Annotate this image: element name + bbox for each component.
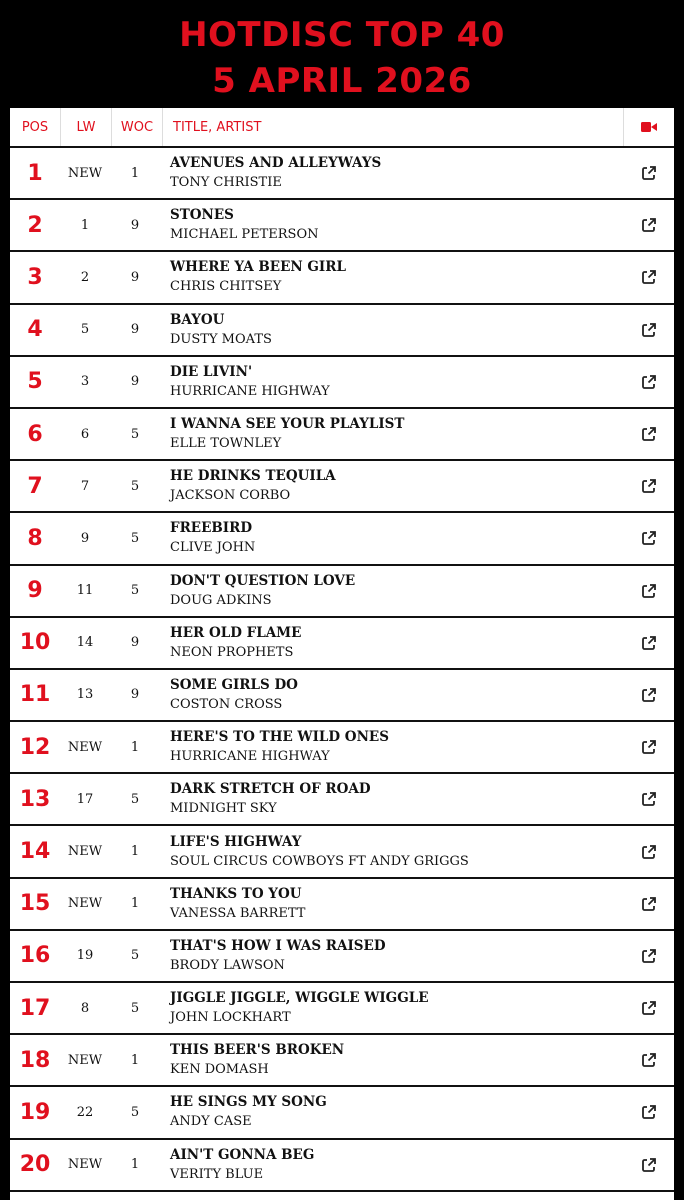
external-link-icon[interactable]: [624, 844, 674, 860]
title-artist-cell: [160, 311, 624, 349]
title-artist-cell: [160, 363, 624, 401]
artist-name: COSTON CROSS: [170, 696, 283, 712]
weeks-on-chart: 5: [130, 791, 140, 807]
position: 14: [19, 839, 51, 865]
last-week: 19: [76, 948, 94, 964]
chart-row: [10, 513, 674, 565]
last-week: 3: [80, 374, 90, 390]
external-link-icon[interactable]: [624, 165, 674, 181]
weeks-on-chart: 1: [130, 1157, 140, 1173]
title-artist-cell: [160, 989, 624, 1027]
title-artist-cell: [160, 154, 624, 192]
artist-name: TONY CHRISTIE: [170, 175, 282, 191]
external-link-icon[interactable]: [624, 896, 674, 912]
last-week: 1: [80, 217, 90, 233]
column-woc: WOC: [112, 108, 163, 146]
last-week: 17: [76, 791, 94, 807]
external-link-icon[interactable]: [624, 1052, 674, 1068]
weeks-on-chart: 1: [130, 165, 140, 181]
chart-row: [10, 357, 674, 409]
title-artist-cell: [160, 676, 624, 714]
song-title: DON'T QUESTION LOVE: [170, 572, 356, 589]
position: 10: [19, 630, 51, 656]
chart-row: [10, 670, 674, 722]
song-title: STONES: [170, 207, 234, 224]
weeks-on-chart: 5: [130, 948, 140, 964]
title-artist-cell: [160, 833, 624, 871]
song-title: SOME GIRLS DO: [170, 676, 298, 693]
title-artist-cell: [160, 206, 624, 244]
title-artist-cell: [160, 937, 624, 975]
chart-row: [10, 461, 674, 513]
chart-row: [10, 200, 674, 252]
position: 1: [27, 160, 43, 186]
column-pos: POS: [10, 108, 61, 146]
artist-name: HURRICANE HIGHWAY: [170, 383, 330, 399]
weeks-on-chart: 9: [130, 269, 140, 285]
weeks-on-chart: 1: [130, 844, 140, 860]
artist-name: SOUL CIRCUS COWBOYS FT ANDY GRIGGS: [170, 853, 469, 869]
title-artist-cell: [160, 1146, 624, 1184]
last-week: 14: [76, 635, 94, 651]
external-link-icon[interactable]: [624, 948, 674, 964]
artist-name: VERITY BLUE: [170, 1166, 264, 1182]
last-week: 2: [80, 269, 90, 285]
last-week: NEW: [67, 739, 103, 755]
position: 15: [19, 891, 51, 917]
chart-row: [10, 409, 674, 461]
weeks-on-chart: 1: [130, 896, 140, 912]
song-title: JIGGLE JIGGLE, WIGGLE WIGGLE: [170, 990, 429, 1007]
title-artist-cell: [160, 1041, 624, 1079]
title-artist-cell: [160, 258, 624, 296]
chart-row: [10, 722, 674, 774]
last-week: 22: [76, 1104, 94, 1120]
chart-row: [10, 305, 674, 357]
position: 20: [19, 1152, 51, 1178]
weeks-on-chart: 1: [130, 739, 140, 755]
position: 8: [27, 525, 43, 551]
external-link-icon[interactable]: [624, 269, 674, 285]
title-artist-cell: [160, 415, 624, 453]
external-link-icon[interactable]: [624, 322, 674, 338]
song-title: LIFE'S HIGHWAY: [170, 833, 302, 850]
external-link-icon[interactable]: [624, 687, 674, 703]
last-week: 11: [76, 583, 94, 599]
chart-row: [10, 774, 674, 826]
chart-row: [10, 148, 674, 200]
chart-row: [10, 879, 674, 931]
external-link-icon[interactable]: [624, 739, 674, 755]
last-week: 6: [80, 426, 90, 442]
artist-name: JOHN LOCKHART: [170, 1010, 291, 1026]
title-artist-cell: [160, 780, 624, 818]
chart-row: [10, 252, 674, 304]
position: 9: [27, 578, 43, 604]
artist-name: HURRICANE HIGHWAY: [170, 749, 330, 765]
position: 2: [27, 212, 43, 238]
external-link-icon[interactable]: [624, 1157, 674, 1173]
weeks-on-chart: 5: [130, 1000, 140, 1016]
external-link-icon[interactable]: [624, 530, 674, 546]
song-title: AIN'T GONNA BEG: [170, 1146, 315, 1163]
last-week: 5: [80, 322, 90, 338]
artist-name: BRODY LAWSON: [170, 957, 285, 973]
artist-name: ELLE TOWNLEY: [170, 436, 282, 452]
position: 16: [19, 943, 51, 969]
title-artist-cell: [160, 624, 624, 662]
weeks-on-chart: 1: [130, 1052, 140, 1068]
chart-title: HOTDISC TOP 40: [179, 15, 505, 55]
weeks-on-chart: 5: [130, 530, 140, 546]
artist-name: MICHAEL PETERSON: [170, 227, 319, 243]
column-title-artist: TITLE, ARTIST: [163, 108, 624, 146]
external-link-icon[interactable]: [624, 374, 674, 390]
chart-row: [10, 826, 674, 878]
weeks-on-chart: 9: [130, 374, 140, 390]
artist-name: KEN DOMASH: [170, 1062, 269, 1078]
song-title: HE DRINKS TEQUILA: [170, 468, 336, 485]
weeks-on-chart: 5: [130, 1104, 140, 1120]
last-week: NEW: [67, 165, 103, 181]
last-week: 13: [76, 687, 94, 703]
position: 13: [19, 786, 51, 812]
title-artist-cell: [160, 728, 624, 766]
song-title: AVENUES AND ALLEYWAYS: [170, 155, 382, 172]
artist-name: DOUG ADKINS: [170, 592, 272, 608]
external-link-icon[interactable]: [624, 478, 674, 494]
position: 17: [19, 995, 51, 1021]
last-week: 7: [80, 478, 90, 494]
title-artist-cell: [160, 467, 624, 505]
position: 18: [19, 1047, 51, 1073]
artist-name: ANDY CASE: [170, 1114, 252, 1130]
weeks-on-chart: 9: [130, 217, 140, 233]
weeks-on-chart: 5: [130, 478, 140, 494]
position: 4: [27, 317, 43, 343]
title-artist-cell: [160, 885, 624, 923]
chart-row: [10, 931, 674, 983]
artist-name: NEON PROPHETS: [170, 644, 294, 660]
external-link-icon[interactable]: [624, 1000, 674, 1016]
position: 5: [27, 369, 43, 395]
column-header-row: [10, 108, 674, 148]
external-link-icon[interactable]: [624, 217, 674, 233]
song-title: THAT'S HOW I WAS RAISED: [170, 937, 386, 954]
artist-name: CHRIS CHITSEY: [170, 279, 282, 295]
chart-row: [10, 983, 674, 1035]
chart-row: [10, 1035, 674, 1087]
title-artist-cell: [160, 572, 624, 610]
song-title: HE SINGS MY SONG: [170, 1094, 327, 1111]
artist-name: MIDNIGHT SKY: [170, 801, 277, 817]
song-title: DIE LIVIN': [170, 363, 253, 380]
song-title: BAYOU: [170, 311, 225, 328]
chart-rows: [10, 148, 674, 1192]
video-camera-icon: [624, 121, 674, 133]
external-link-icon[interactable]: [624, 1104, 674, 1120]
weeks-on-chart: 5: [130, 426, 140, 442]
last-week: NEW: [67, 1157, 103, 1173]
external-link-icon[interactable]: [624, 426, 674, 442]
chart-row: [10, 1140, 674, 1192]
title-artist-cell: [160, 519, 624, 557]
weeks-on-chart: 9: [130, 687, 140, 703]
weeks-on-chart: 5: [130, 583, 140, 599]
chart-row: [10, 1087, 674, 1139]
position: 7: [27, 473, 43, 499]
chart-row: [10, 566, 674, 618]
chart-header: [0, 0, 684, 108]
artist-name: CLIVE JOHN: [170, 540, 256, 556]
position: 6: [27, 421, 43, 447]
last-week: NEW: [67, 896, 103, 912]
artist-name: DUSTY MOATS: [170, 331, 272, 347]
position: 3: [27, 264, 43, 290]
chart-date: 5 APRIL 2026: [212, 61, 472, 101]
song-title: DARK STRETCH OF ROAD: [170, 781, 371, 798]
song-title: THIS BEER'S BROKEN: [170, 1042, 345, 1059]
position: 19: [19, 1099, 51, 1125]
column-lw: LW: [61, 108, 112, 146]
chart-table: [10, 108, 674, 1200]
song-title: HERE'S TO THE WILD ONES: [170, 729, 389, 746]
song-title: THANKS TO YOU: [170, 885, 302, 902]
weeks-on-chart: 9: [130, 322, 140, 338]
title-artist-cell: [160, 1093, 624, 1131]
external-link-icon[interactable]: [624, 635, 674, 651]
position: 12: [19, 734, 51, 760]
song-title: FREEBIRD: [170, 520, 253, 537]
song-title: HER OLD FLAME: [170, 624, 302, 641]
artist-name: VANESSA BARRETT: [170, 905, 306, 921]
song-title: WHERE YA BEEN GIRL: [170, 259, 346, 276]
last-week: NEW: [67, 1052, 103, 1068]
position: 11: [19, 682, 51, 708]
chart-row: [10, 618, 674, 670]
weeks-on-chart: 9: [130, 635, 140, 651]
last-week: NEW: [67, 844, 103, 860]
external-link-icon[interactable]: [624, 583, 674, 599]
song-title: I WANNA SEE YOUR PLAYLIST: [170, 416, 405, 433]
last-week: 9: [80, 530, 90, 546]
external-link-icon[interactable]: [624, 791, 674, 807]
artist-name: JACKSON CORBO: [170, 488, 291, 504]
last-week: 8: [80, 1000, 90, 1016]
